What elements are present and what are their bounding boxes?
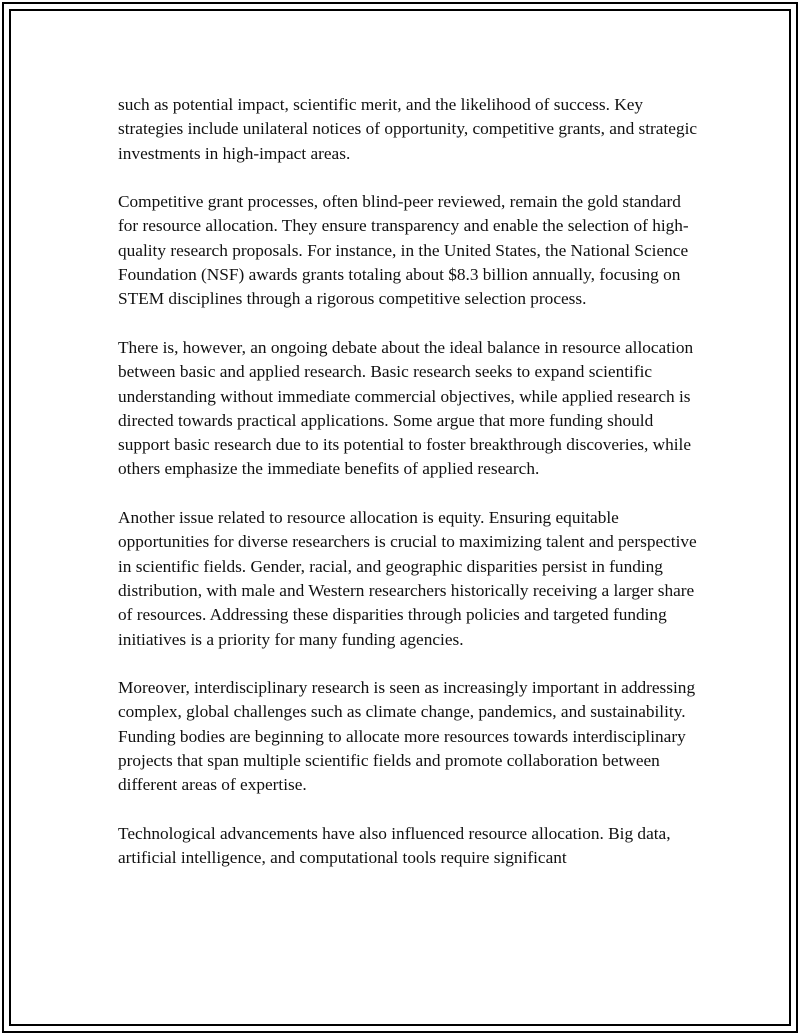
paragraph-4: Another issue related to resource allocation is equity. Ensuring equitable opportunities for diverse researchers is crucial to maximizing talent and perspective in scientific fields. Gender, racial, and geographic disparities persist in funding distribution, with male and Western researchers historically receiving a larger share of resources. Addressing these disparities through policies and targeted funding initiatives is a priority for many funding agencies. [118,508,697,649]
paragraph-2: Competitive grant processes, often blind-peer reviewed, remain the gold standard for resource allocation. They ensure transparency and enable the selection of high-quality research proposals. For instance, in the United States, the National Science Foundation (NSF) awards grants totaling about $8.3 billion annually, focusing on STEM disciplines through a rigorous competitive selection process. [118,192,689,309]
paragraph-3: There is, however, an ongoing debate about the ideal balance in resource allocation between basic and applied research. Basic research seeks to expand scientific understanding without immediate commercial objectives, while applied research is directed towards practical applications. Some argue that more funding should support basic research due to its potential to foster breakthrough discoveries, while others emphasize the immediate benefits of applied research. [118,337,694,479]
paragraph-1: such as potential impact, scientific merit, and the likelihood of success. Key strategies include unilateral notices of opportunity, competitive grants, and strategic investments in high-impact areas. [118,95,698,163]
paragraph-5: Moreover, interdisciplinary research is seen as increasingly important in addressing complex, global challenges such as climate change, pandemics, and sustainability. Funding bodies are beginning to allocate more resources towards interdisciplinary projects that span multiple scientific fields and promote collaboration between different areas of expertise. [118,678,696,795]
document-body [118,93,698,895]
paragraph-6: Technological advancements have also influenced resource allocation. Big data, artificial intelligence, and computational tools require significant [118,823,671,868]
